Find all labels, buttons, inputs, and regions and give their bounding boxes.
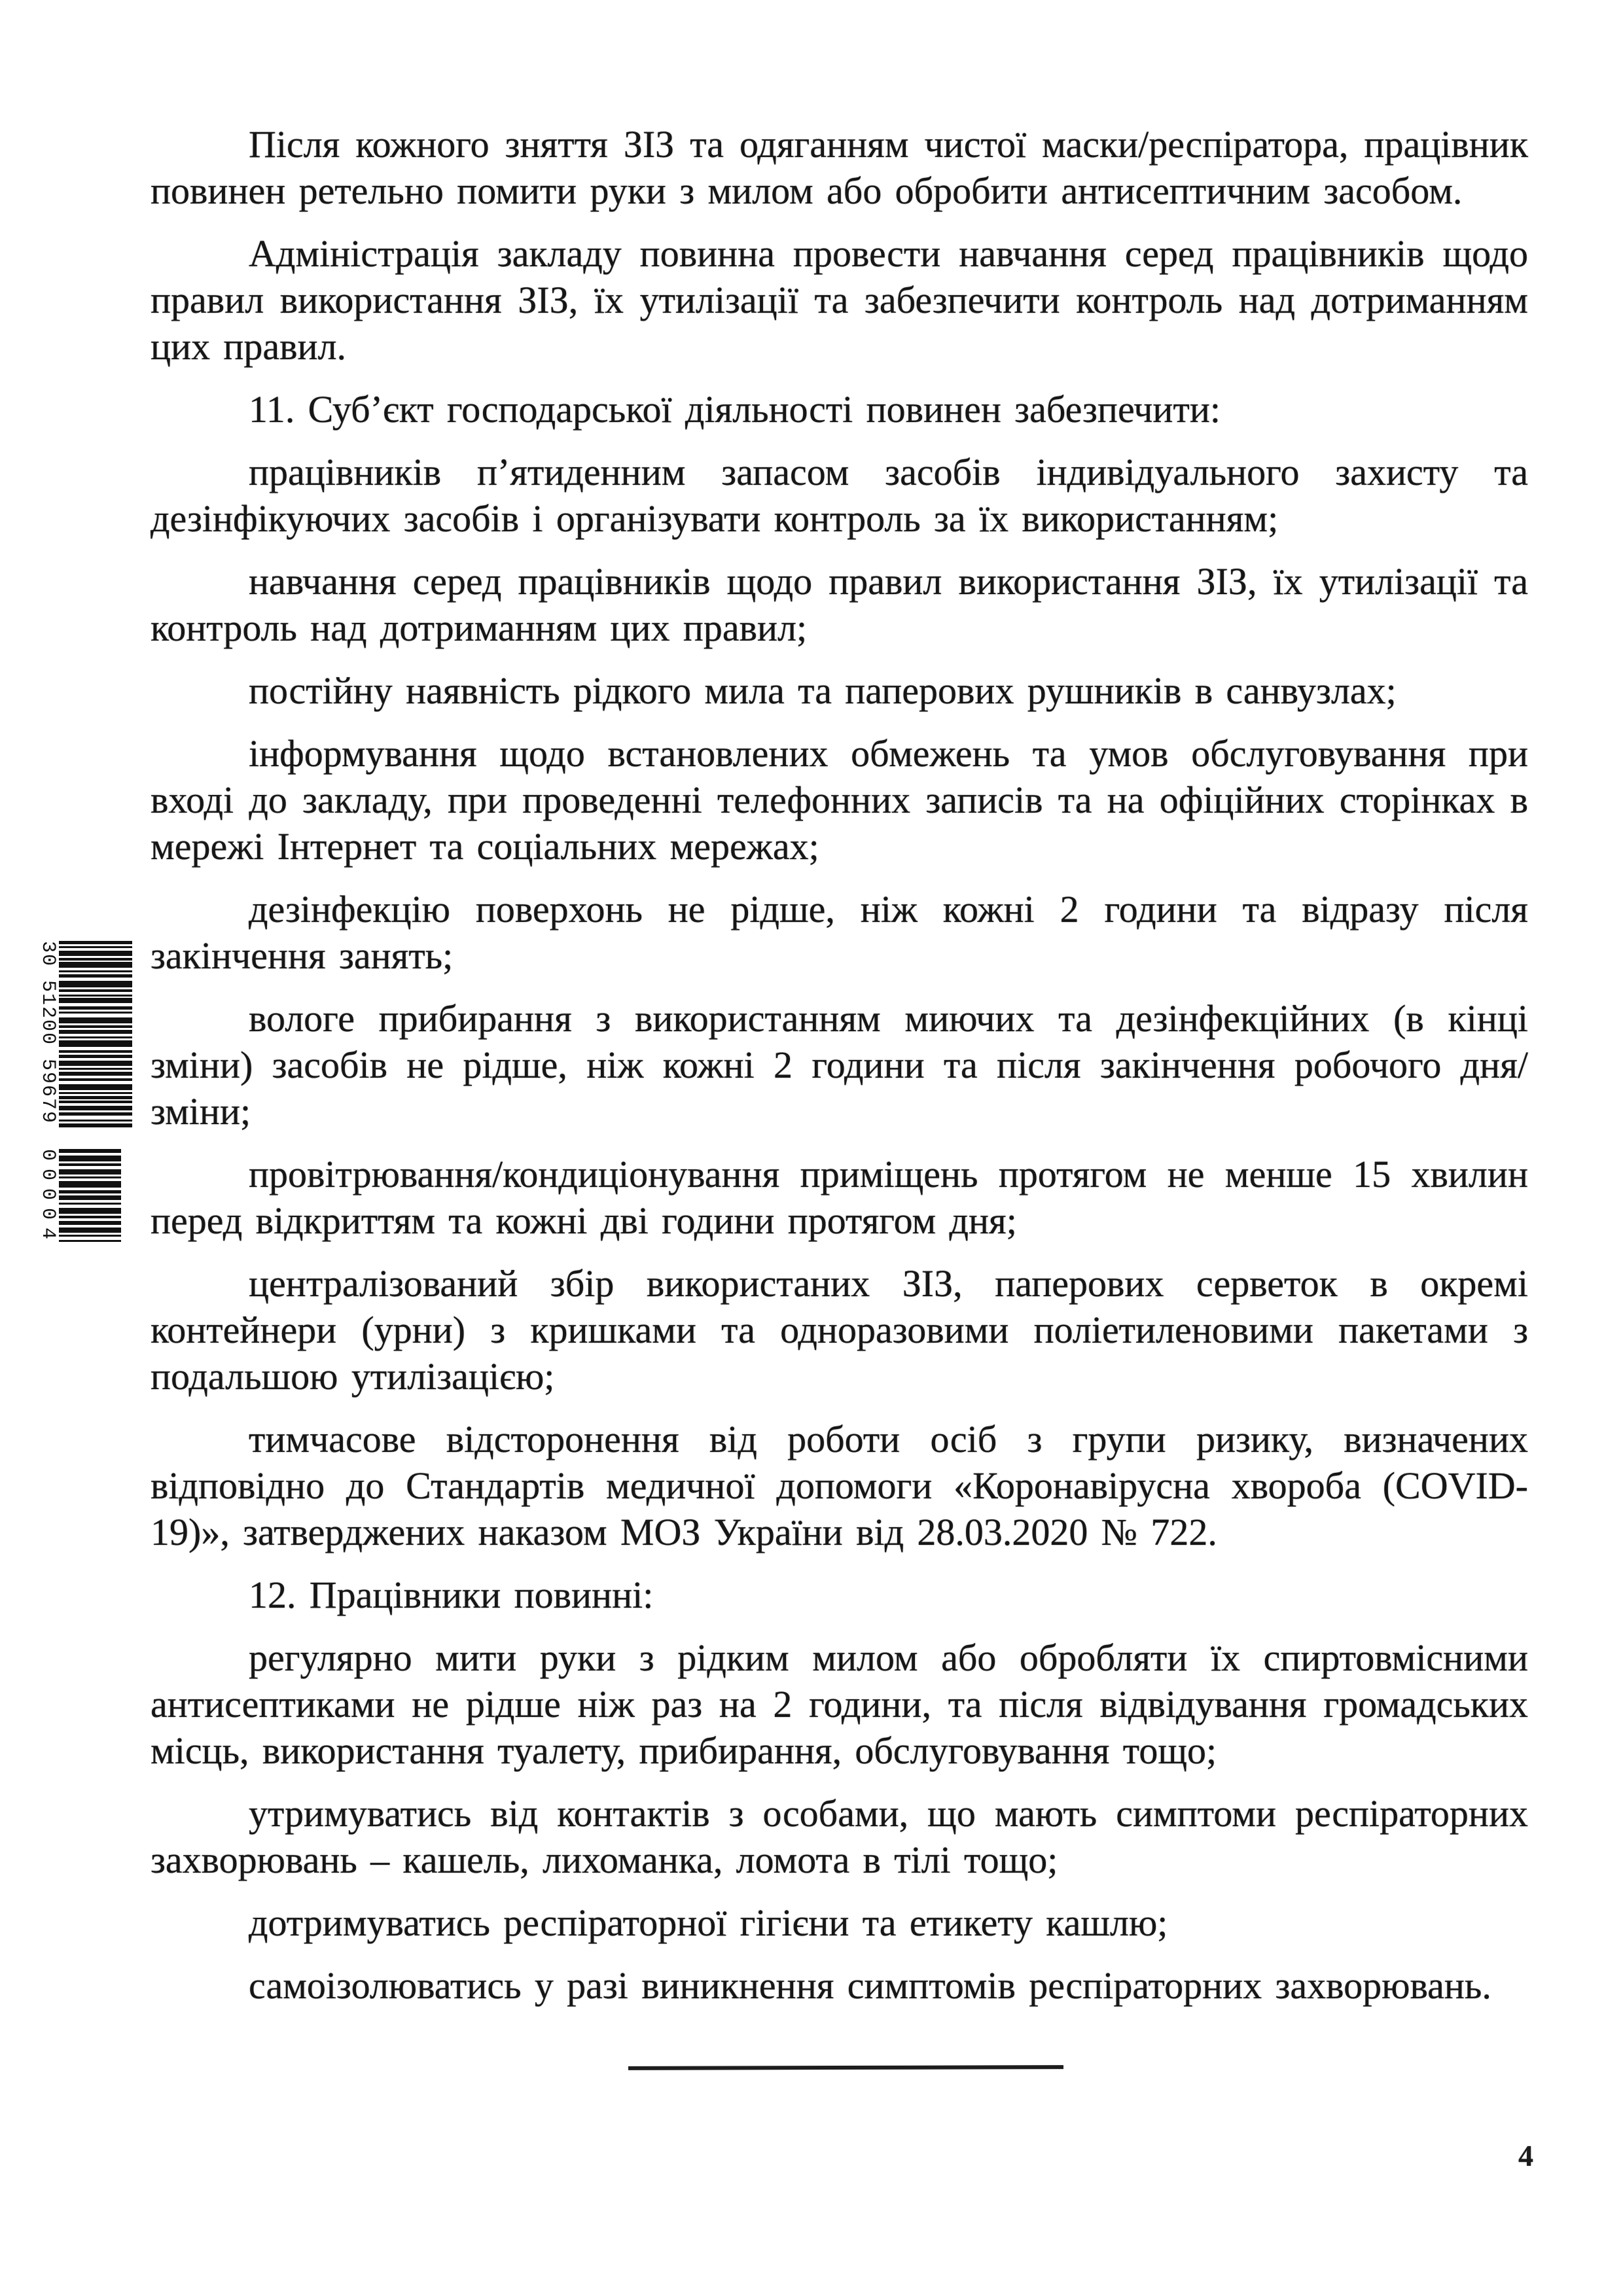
paragraph-5: навчання серед працівників щодо правил використання ЗІЗ, їх утилізації та контроль над дотриманням цих правил;: [151, 560, 1528, 649]
page-number: 4: [1518, 2139, 1533, 2172]
barcode-main: [38, 941, 132, 1127]
paragraph-6: постійну наявність рідкого мила та паперових рушників в санвузлах;: [249, 669, 1397, 712]
document-body: [151, 121, 1528, 2025]
paragraph-7: інформування щодо встановлених обмежень та умов обслуговування при вході до закладу, при проведенні телефонних записів та на офіційних сторінках в мережі Інтернет та соціальних мережах;: [151, 732, 1528, 868]
paragraph-13-heading-12: 12. Працівники повинні:: [249, 1574, 654, 1616]
barcode-addon: [38, 1149, 121, 1247]
barcode-rotated-group: [37, 941, 131, 1248]
barcode-main-bars: [59, 941, 132, 1127]
barcode: [37, 941, 131, 1248]
paragraph-15: утримуватись від контактів з особами, що мають симптоми респіраторних захворювань – кашель, лихоманка, ломота в тілі тощо;: [151, 1792, 1528, 1881]
paragraph-10: провітрювання/кондиціонування приміщень протягом не менше 15 хвилин перед відкриттям та кожні дві години протягом дня;: [151, 1153, 1528, 1242]
paragraph-16: дотримуватись респіраторної гігієни та етикету кашлю;: [249, 1901, 1168, 1944]
signature-divider: [628, 2065, 1063, 2070]
paragraph-17: самоізолюватись у разі виникнення симптомів респіраторних захворювань.: [249, 1964, 1491, 2007]
paragraph-12: тимчасове відсторонення від роботи осіб з групи ризику, визначених відповідно до Стандартів медичної допомоги «Коронавірусна хвороба (COVID-19)», затверджених наказом МОЗ України від 28.03.2020 № 722.: [151, 1418, 1528, 1553]
paragraph-14: регулярно мити руки з рідким милом або обробляти їх спиртовмісними антисептиками не рідше ніж раз на 2 години, та після відвідування громадських місць, використання туалету, прибирання, обслуговування тощо;: [151, 1636, 1528, 1772]
paragraph-3-heading-11: 11. Суб’єкт господарської діяльності повинен забезпечити:: [249, 388, 1221, 431]
paragraph-2: Адміністрація закладу повинна провести навчання серед працівників щодо правил використання ЗІЗ, їх утилізації та забезпечити контроль над дотриманням цих правил.: [151, 232, 1528, 368]
paragraph-9: вологе прибирання з використанням миючих та дезінфекційних (в кінці зміни) засобів не рідше, ніж кожні 2 години та після закінчення робочого дня/зміни;: [151, 997, 1528, 1133]
barcode-addon-digits: 00004: [37, 1149, 59, 1248]
paragraph-4: працівників п’ятиденним запасом засобів індивідуального захисту та дезінфікуючих засобів і організувати контроль за їх використанням;: [151, 451, 1528, 540]
paragraph-11: централізований збір використаних ЗІЗ, паперових серветок в окремі контейнери (урни) з кришками та одноразовими поліетиленовими пакетами з подальшою утилізацією;: [151, 1262, 1528, 1398]
barcode-main-digits: 30 51200 59679: [37, 941, 59, 1125]
barcode-addon-bars: [59, 1149, 121, 1242]
paragraph-8: дезінфекцію поверхонь не рідше, ніж кожні 2 години та відразу після закінчення занять;: [151, 888, 1528, 977]
paragraph-1: Після кожного зняття ЗІЗ та одяганням чистої маски/респіратора, працівник повинен ретельно помити руки з милом або обробити антисептичним засобом.: [151, 123, 1528, 212]
